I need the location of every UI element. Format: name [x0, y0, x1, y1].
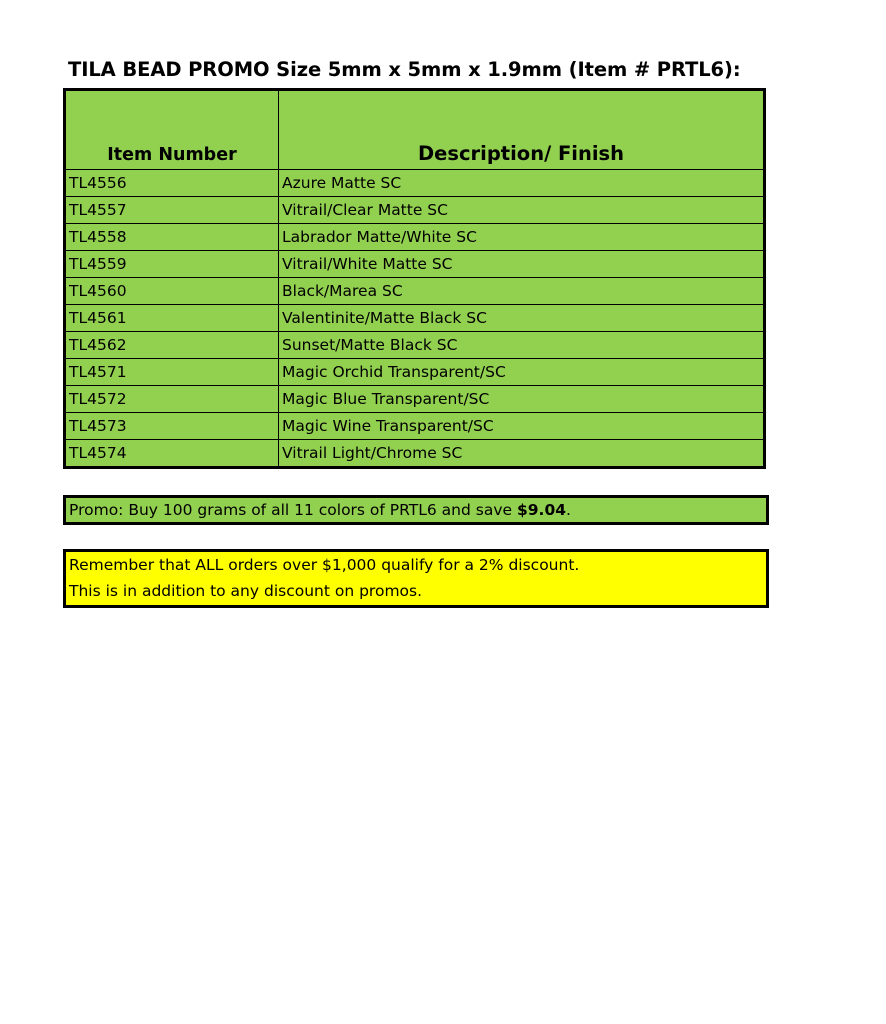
table-row [65, 251, 765, 278]
description-cell: Black/Marea SC [279, 278, 765, 305]
discount-note [63, 549, 769, 608]
description-cell: Vitrail/White Matte SC [279, 251, 765, 278]
promo-suffix: . [566, 501, 571, 519]
item-number-cell: TL4559 [65, 251, 279, 278]
table-row [65, 278, 765, 305]
item-number-cell: TL4560 [65, 278, 279, 305]
item-number-cell: TL4561 [65, 305, 279, 332]
table-row [65, 359, 765, 386]
header-description: Description/ Finish [279, 90, 765, 170]
table-row [65, 305, 765, 332]
item-number-cell: TL4557 [65, 197, 279, 224]
description-cell: Sunset/Matte Black SC [279, 332, 765, 359]
item-number-cell: TL4574 [65, 440, 279, 468]
item-number-cell: TL4556 [65, 170, 279, 197]
note-line-2: This is in addition to any discount on promos. [69, 582, 423, 600]
description-cell: Vitrail/Clear Matte SC [279, 197, 765, 224]
table-row [65, 197, 765, 224]
description-cell: Magic Wine Transparent/SC [279, 413, 765, 440]
item-number-cell: TL4562 [65, 332, 279, 359]
header-item-number: Item Number [65, 90, 279, 170]
page-title: TILA BEAD PROMO Size 5mm x 5mm x 1.9mm (Item # PRTL6): [68, 58, 741, 81]
table-row [65, 170, 765, 197]
table-row [65, 413, 765, 440]
item-number-cell: TL4571 [65, 359, 279, 386]
table-header-row [65, 90, 765, 170]
table-row [65, 386, 765, 413]
description-cell: Vitrail Light/Chrome SC [279, 440, 765, 468]
description-cell: Magic Orchid Transparent/SC [279, 359, 765, 386]
promo-banner [63, 495, 769, 525]
description-cell: Azure Matte SC [279, 170, 765, 197]
description-cell: Magic Blue Transparent/SC [279, 386, 765, 413]
description-cell: Labrador Matte/White SC [279, 224, 765, 251]
item-number-cell: TL4558 [65, 224, 279, 251]
note-line-1: Remember that ALL orders over $1,000 qualify for a 2% discount. [69, 556, 580, 574]
promo-amount: $9.04 [516, 501, 567, 519]
table-row [65, 440, 765, 468]
description-cell: Valentinite/Matte Black SC [279, 305, 765, 332]
promo-text: Promo: Buy 100 grams of all 11 colors of PRTL6 and save [69, 501, 517, 519]
item-number-cell: TL4572 [65, 386, 279, 413]
table-row [65, 332, 765, 359]
item-table [63, 88, 766, 469]
item-number-cell: TL4573 [65, 413, 279, 440]
table-row [65, 224, 765, 251]
